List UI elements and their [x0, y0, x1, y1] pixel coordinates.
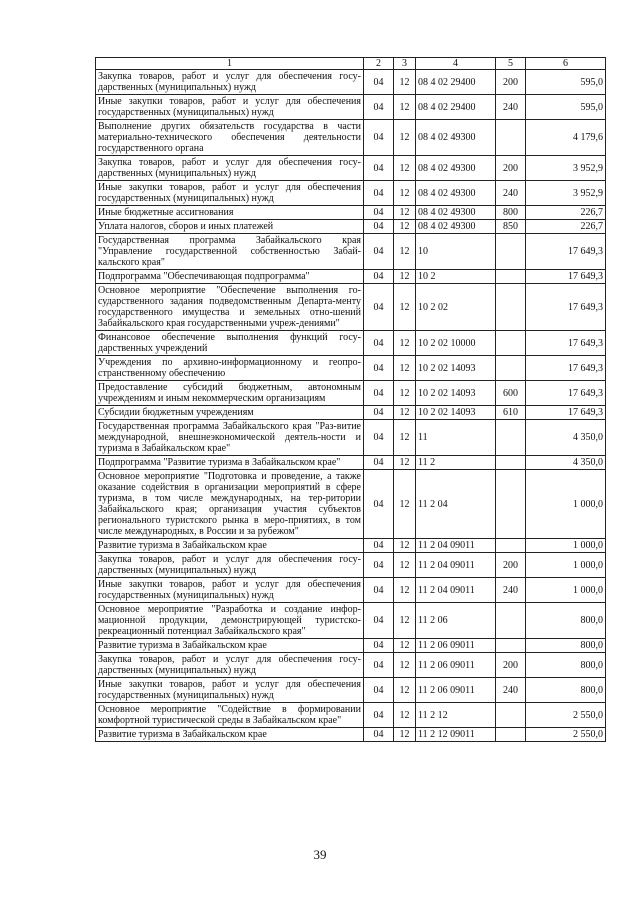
section-code-cell: 04 — [364, 678, 394, 703]
table-header-row — [96, 58, 606, 70]
target-item-code-cell: 10 — [416, 234, 496, 270]
table-row — [96, 206, 606, 220]
expense-type-code-cell: 800 — [496, 206, 526, 220]
table-row — [96, 381, 606, 406]
expense-type-code-cell: 240 — [496, 678, 526, 703]
section-code-cell: 04 — [364, 331, 394, 356]
table-row — [96, 456, 606, 470]
item-name-cell: Основное мероприятие "Подготовка и проведение, а также оказание содействия в организации мероприятий в сфере туризма, в том числе международных, на тер-ритории Забайкальского края; организация участия субъектов регионального туристского рынка в меро-приятиях, в том числе международных, в России и за рубежом" — [96, 470, 364, 539]
target-item-code-cell: 10 2 — [416, 270, 496, 284]
expense-type-code-cell: 240 — [496, 578, 526, 603]
amount-cell: 2 550,0 — [526, 703, 606, 728]
subsection-code-cell: 12 — [394, 653, 416, 678]
table-row — [96, 539, 606, 553]
table-row — [96, 120, 606, 156]
subsection-code-cell: 12 — [394, 206, 416, 220]
table-row — [96, 703, 606, 728]
item-name-cell: Иные закупки товаров, работ и услуг для обеспечения государственных (муниципальных) нужд — [96, 678, 364, 703]
amount-cell: 4 350,0 — [526, 420, 606, 456]
section-code-cell: 04 — [364, 220, 394, 234]
column-header: 4 — [416, 58, 496, 70]
section-code-cell: 04 — [364, 639, 394, 653]
amount-cell: 1 000,0 — [526, 539, 606, 553]
subsection-code-cell: 12 — [394, 234, 416, 270]
table-row — [96, 728, 606, 742]
item-name-cell: Основное мероприятие "Обеспечение выполнения го-сударственного задания подведомственным Департа-менту государственного имущества и земельных отно-шений Забайкальского края государственными учреж-дениями" — [96, 284, 364, 331]
expense-type-code-cell — [496, 728, 526, 742]
expense-type-code-cell — [496, 703, 526, 728]
target-item-code-cell: 11 2 04 09011 — [416, 578, 496, 603]
subsection-code-cell: 12 — [394, 456, 416, 470]
section-code-cell: 04 — [364, 381, 394, 406]
item-name-cell: Иные закупки товаров, работ и услуг для обеспечения государственных (муниципальных) нужд — [96, 181, 364, 206]
expense-type-code-cell: 600 — [496, 381, 526, 406]
section-code-cell: 04 — [364, 470, 394, 539]
subsection-code-cell: 12 — [394, 406, 416, 420]
subsection-code-cell: 12 — [394, 220, 416, 234]
target-item-code-cell: 11 2 06 09011 — [416, 639, 496, 653]
section-code-cell: 04 — [364, 456, 394, 470]
target-item-code-cell: 11 2 — [416, 456, 496, 470]
subsection-code-cell: 12 — [394, 270, 416, 284]
amount-cell: 17 649,3 — [526, 331, 606, 356]
target-item-code-cell: 11 2 04 — [416, 470, 496, 539]
table-row — [96, 578, 606, 603]
amount-cell: 4 179,6 — [526, 120, 606, 156]
expense-type-code-cell — [496, 120, 526, 156]
item-name-cell: Иные закупки товаров, работ и услуг для обеспечения государственных (муниципальных) нужд — [96, 95, 364, 120]
subsection-code-cell: 12 — [394, 181, 416, 206]
amount-cell: 1 000,0 — [526, 470, 606, 539]
subsection-code-cell: 12 — [394, 420, 416, 456]
target-item-code-cell: 11 2 04 09011 — [416, 539, 496, 553]
target-item-code-cell: 08 4 02 49300 — [416, 181, 496, 206]
section-code-cell: 04 — [364, 270, 394, 284]
section-code-cell: 04 — [364, 653, 394, 678]
section-code-cell: 04 — [364, 181, 394, 206]
item-name-cell: Субсидии бюджетным учреждениям — [96, 406, 364, 420]
item-name-cell: Развитие туризма в Забайкальском крае — [96, 539, 364, 553]
column-header: 6 — [526, 58, 606, 70]
amount-cell: 1 000,0 — [526, 578, 606, 603]
target-item-code-cell: 08 4 02 49300 — [416, 206, 496, 220]
amount-cell: 226,7 — [526, 220, 606, 234]
amount-cell: 800,0 — [526, 653, 606, 678]
subsection-code-cell: 12 — [394, 703, 416, 728]
item-name-cell: Уплата налогов, сборов и иных платежей — [96, 220, 364, 234]
section-code-cell: 04 — [364, 603, 394, 639]
expense-type-code-cell: 850 — [496, 220, 526, 234]
subsection-code-cell: 12 — [394, 639, 416, 653]
target-item-code-cell: 10 2 02 14093 — [416, 381, 496, 406]
item-name-cell: Государственная программа Забайкальского края "Раз-витие международной, внешнеэкономической деятель-ности и туризма в Забайкальском крае" — [96, 420, 364, 456]
expense-type-code-cell — [496, 331, 526, 356]
item-name-cell: Иные бюджетные ассигнования — [96, 206, 364, 220]
target-item-code-cell: 10 2 02 10000 — [416, 331, 496, 356]
amount-cell: 3 952,9 — [526, 181, 606, 206]
section-code-cell: 04 — [364, 420, 394, 456]
expense-type-code-cell — [496, 539, 526, 553]
section-code-cell: 04 — [364, 356, 394, 381]
amount-cell: 17 649,3 — [526, 284, 606, 331]
table-row — [96, 156, 606, 181]
table-row — [96, 181, 606, 206]
table-row — [96, 95, 606, 120]
item-name-cell: Подпрограмма "Обеспечивающая подпрограмма" — [96, 270, 364, 284]
amount-cell: 595,0 — [526, 70, 606, 95]
item-name-cell: Иные закупки товаров, работ и услуг для обеспечения государственных (муниципальных) нужд — [96, 578, 364, 603]
amount-cell: 17 649,3 — [526, 381, 606, 406]
target-item-code-cell: 10 2 02 14093 — [416, 406, 496, 420]
table-row — [96, 603, 606, 639]
table-row — [96, 678, 606, 703]
item-name-cell: Закупка товаров, работ и услуг для обеспечения госу-дарственных (муниципальных) нужд — [96, 70, 364, 95]
expense-type-code-cell — [496, 639, 526, 653]
item-name-cell: Закупка товаров, работ и услуг для обеспечения госу-дарственных (муниципальных) нужд — [96, 553, 364, 578]
amount-cell: 800,0 — [526, 678, 606, 703]
section-code-cell: 04 — [364, 284, 394, 331]
item-name-cell: Развитие туризма в Забайкальском крае — [96, 728, 364, 742]
target-item-code-cell: 08 4 02 29400 — [416, 70, 496, 95]
budget-table — [95, 57, 606, 742]
amount-cell: 17 649,3 — [526, 234, 606, 270]
amount-cell: 17 649,3 — [526, 356, 606, 381]
item-name-cell: Закупка товаров, работ и услуг для обеспечения госу-дарственных (муниципальных) нужд — [96, 653, 364, 678]
section-code-cell: 04 — [364, 234, 394, 270]
amount-cell: 17 649,3 — [526, 406, 606, 420]
target-item-code-cell: 11 2 04 09011 — [416, 553, 496, 578]
item-name-cell: Основное мероприятие "Содействие в формировании комфортной туристической среды в Забайкальском крае" — [96, 703, 364, 728]
subsection-code-cell: 12 — [394, 70, 416, 95]
amount-cell: 1 000,0 — [526, 553, 606, 578]
table-body — [96, 70, 606, 742]
subsection-code-cell: 12 — [394, 553, 416, 578]
target-item-code-cell: 11 2 12 09011 — [416, 728, 496, 742]
table-row — [96, 70, 606, 95]
section-code-cell: 04 — [364, 703, 394, 728]
section-code-cell: 04 — [364, 553, 394, 578]
table-row — [96, 639, 606, 653]
target-item-code-cell: 10 2 02 — [416, 284, 496, 331]
target-item-code-cell: 11 2 06 09011 — [416, 653, 496, 678]
item-name-cell: Развитие туризма в Забайкальском крае — [96, 639, 364, 653]
table-row — [96, 653, 606, 678]
expense-type-code-cell: 200 — [496, 553, 526, 578]
amount-cell: 2 550,0 — [526, 728, 606, 742]
section-code-cell: 04 — [364, 120, 394, 156]
table-row — [96, 234, 606, 270]
target-item-code-cell: 10 2 02 14093 — [416, 356, 496, 381]
column-header: 1 — [96, 58, 364, 70]
expense-type-code-cell — [496, 470, 526, 539]
section-code-cell: 04 — [364, 206, 394, 220]
expense-type-code-cell — [496, 603, 526, 639]
table-row — [96, 270, 606, 284]
section-code-cell: 04 — [364, 95, 394, 120]
subsection-code-cell: 12 — [394, 470, 416, 539]
amount-cell: 17 649,3 — [526, 270, 606, 284]
target-item-code-cell: 08 4 02 49300 — [416, 220, 496, 234]
target-item-code-cell: 11 2 06 — [416, 603, 496, 639]
table-row — [96, 331, 606, 356]
expense-type-code-cell — [496, 234, 526, 270]
column-header: 2 — [364, 58, 394, 70]
subsection-code-cell: 12 — [394, 728, 416, 742]
expense-type-code-cell: 200 — [496, 156, 526, 181]
table-row — [96, 553, 606, 578]
subsection-code-cell: 12 — [394, 381, 416, 406]
amount-cell: 4 350,0 — [526, 456, 606, 470]
item-name-cell: Предоставление субсидий бюджетным, автономным учреждениям и иным некоммерческим организациям — [96, 381, 364, 406]
table-row — [96, 356, 606, 381]
table-row — [96, 420, 606, 456]
expense-type-code-cell: 240 — [496, 181, 526, 206]
target-item-code-cell: 11 2 06 09011 — [416, 678, 496, 703]
item-name-cell: Подпрограмма "Развитие туризма в Забайкальском крае" — [96, 456, 364, 470]
page-number: 39 — [313, 847, 327, 862]
amount-cell: 226,7 — [526, 206, 606, 220]
target-item-code-cell: 11 — [416, 420, 496, 456]
amount-cell: 3 952,9 — [526, 156, 606, 181]
subsection-code-cell: 12 — [394, 356, 416, 381]
amount-cell: 800,0 — [526, 603, 606, 639]
section-code-cell: 04 — [364, 406, 394, 420]
section-code-cell: 04 — [364, 578, 394, 603]
table-row — [96, 284, 606, 331]
expense-type-code-cell — [496, 456, 526, 470]
table-row — [96, 406, 606, 420]
section-code-cell: 04 — [364, 156, 394, 181]
target-item-code-cell: 08 4 02 49300 — [416, 120, 496, 156]
column-header: 3 — [394, 58, 416, 70]
table-row — [96, 470, 606, 539]
target-item-code-cell: 11 2 12 — [416, 703, 496, 728]
section-code-cell: 04 — [364, 539, 394, 553]
subsection-code-cell: 12 — [394, 603, 416, 639]
amount-cell: 595,0 — [526, 95, 606, 120]
expense-type-code-cell: 610 — [496, 406, 526, 420]
subsection-code-cell: 12 — [394, 156, 416, 181]
section-code-cell: 04 — [364, 728, 394, 742]
subsection-code-cell: 12 — [394, 120, 416, 156]
expense-type-code-cell — [496, 420, 526, 456]
expense-type-code-cell — [496, 270, 526, 284]
expense-type-code-cell — [496, 284, 526, 331]
column-header: 5 — [496, 58, 526, 70]
expense-type-code-cell: 200 — [496, 70, 526, 95]
table-row — [96, 220, 606, 234]
item-name-cell: Учреждения по архивно-информационному и геопро-странственному обеспечению — [96, 356, 364, 381]
item-name-cell: Финансовое обеспечение выполнения функций госу-дарственных учреждений — [96, 331, 364, 356]
subsection-code-cell: 12 — [394, 284, 416, 331]
expense-type-code-cell — [496, 356, 526, 381]
expense-type-code-cell: 200 — [496, 653, 526, 678]
subsection-code-cell: 12 — [394, 539, 416, 553]
item-name-cell: Основное мероприятие "Разработка и создание инфор-мационной продукции, демонстрирующей туристско-рекреационный потенциал Забайкальского края" — [96, 603, 364, 639]
subsection-code-cell: 12 — [394, 95, 416, 120]
item-name-cell: Закупка товаров, работ и услуг для обеспечения госу-дарственных (муниципальных) нужд — [96, 156, 364, 181]
subsection-code-cell: 12 — [394, 678, 416, 703]
subsection-code-cell: 12 — [394, 578, 416, 603]
section-code-cell: 04 — [364, 70, 394, 95]
subsection-code-cell: 12 — [394, 331, 416, 356]
target-item-code-cell: 08 4 02 49300 — [416, 156, 496, 181]
item-name-cell: Выполнение других обязательств государства в части материально-технического обеспечения деятельности государственного органа — [96, 120, 364, 156]
amount-cell: 800,0 — [526, 639, 606, 653]
expense-type-code-cell: 240 — [496, 95, 526, 120]
item-name-cell: Государственная программа Забайкальского края "Управление государственной собственностью Забай-кальского края" — [96, 234, 364, 270]
target-item-code-cell: 08 4 02 29400 — [416, 95, 496, 120]
